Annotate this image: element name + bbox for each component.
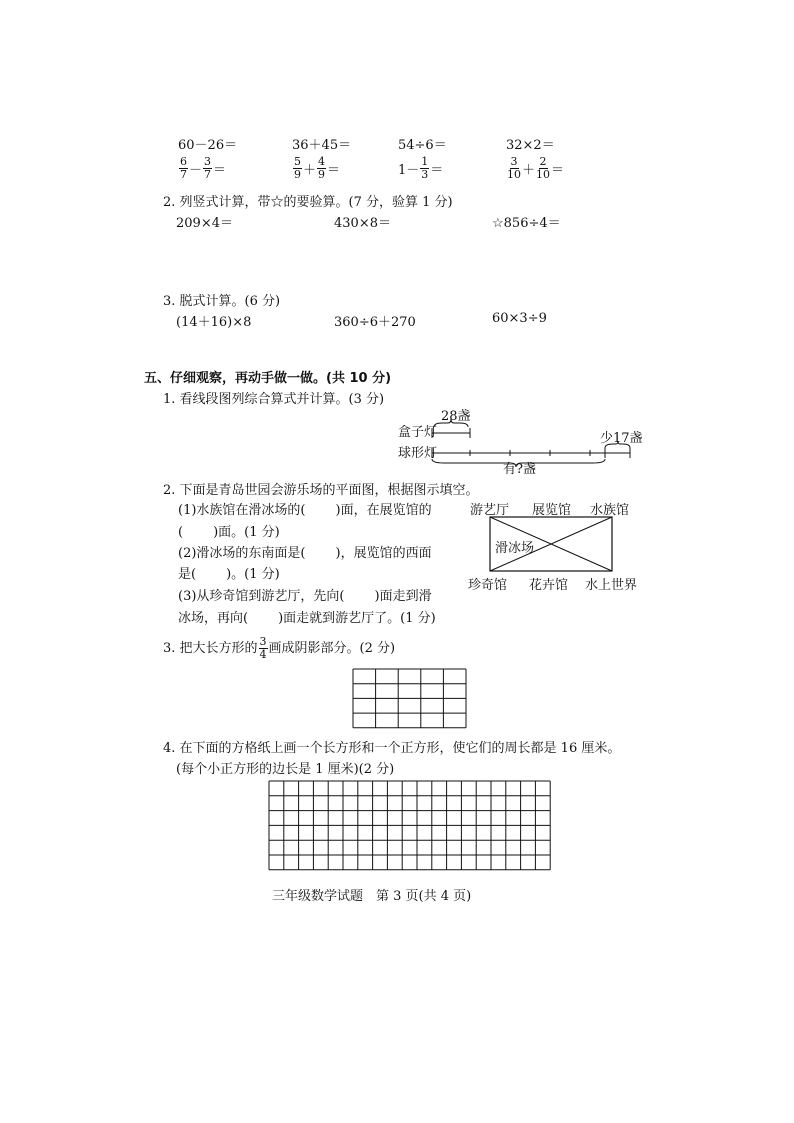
map-bottom-left: 珍奇馆	[468, 578, 508, 593]
calc-item-1: 60－26＝	[178, 138, 238, 153]
calc-item-2: 36＋45＝	[292, 138, 352, 153]
q3-title: 3. 脱式计算。(6 分)	[163, 294, 281, 309]
fraction-item-2: $\frac{5}{9}$ ＋ $\frac{4}{9}$ ＝	[294, 155, 341, 181]
fraction-item-3: 1－ $\frac{1}{3}$ ＝	[398, 155, 444, 181]
q2-item-1: 209×4＝	[176, 216, 233, 231]
q2-title: 2. 列竖式计算，带☆的要验算。(7 分，验算 1 分)	[163, 195, 453, 210]
box-lamp-label: 盒子灯	[398, 425, 438, 440]
p2-line-6: 冰场，再向( )面走就到游艺厅了。(1 分)	[178, 611, 436, 626]
calc-item-4: 32×2＝	[506, 138, 555, 153]
map-diagram	[489, 516, 619, 576]
p2-line-5: (3)从珍奇馆到游艺厅，先向( )面走到滑	[178, 589, 432, 604]
fraction-item-4: $\frac{3}{10}$ ＋ $\frac{2}{10}$ ＝	[507, 155, 565, 181]
q3-item-2: 360÷6＋270	[334, 315, 416, 330]
p2-line-3: (2)滑冰场的东南面是( )，展览馆的西面	[178, 546, 432, 561]
p2-line-4: 是( )。(1 分)	[178, 567, 280, 582]
fraction-item-1: $\frac{6}{7}$ － $\frac{3}{7}$ ＝	[180, 155, 227, 181]
p3-title: 3. 把大长方形的 $\frac{3}{4}$ 画成阴影部分。(2 分)	[163, 635, 396, 661]
map-top-mid: 展览馆	[532, 503, 572, 518]
less-value-label: 少17盏	[600, 431, 643, 446]
map-top-right: 水族馆	[590, 503, 630, 518]
question-label: 有?盏	[503, 462, 536, 477]
p2-title: 2. 下面是青岛世园会游乐场的平面图，根据图示填空。	[163, 483, 479, 498]
p4-subtitle: (每个小正方形的边长是 1 厘米)(2 分)	[176, 762, 395, 777]
top-value-label: 28盏	[441, 409, 471, 424]
page-footer: 三年级数学试题 第 3 页(共 4 页)	[272, 889, 472, 904]
ball-lamp-label: 球形灯	[398, 446, 438, 461]
q2-item-3: ☆856÷4＝	[492, 216, 561, 231]
square-grid-paper[interactable]	[268, 780, 558, 880]
p2-line-1: (1)水族馆在滑冰场的( )面，在展览馆的	[178, 503, 432, 518]
p4-title: 4. 在下面的方格纸上画一个长方形和一个正方形，使它们的周长都是 16 厘米。	[163, 741, 621, 756]
rectangle-grid[interactable]	[352, 668, 472, 730]
map-bottom-mid: 花卉馆	[529, 578, 569, 593]
q3-item-1: (14＋16)×8	[176, 315, 252, 330]
q3-item-3: 60×3÷9	[492, 311, 547, 326]
segment-diagram	[430, 415, 730, 475]
p1-title: 1. 看线段图列综合算式并计算。(3 分)	[163, 392, 385, 407]
map-bottom-right: 水上世界	[585, 578, 638, 593]
calc-item-3: 54÷6＝	[398, 138, 447, 153]
map-top-left: 游艺厅	[470, 503, 510, 518]
q2-item-2: 430×8＝	[334, 216, 391, 231]
map-center: 滑冰场	[495, 541, 535, 556]
section-5-title: 五、仔细观察，再动手做一做。(共 10 分)	[144, 371, 392, 386]
p2-line-2: ( )面。(1 分)	[178, 525, 280, 540]
